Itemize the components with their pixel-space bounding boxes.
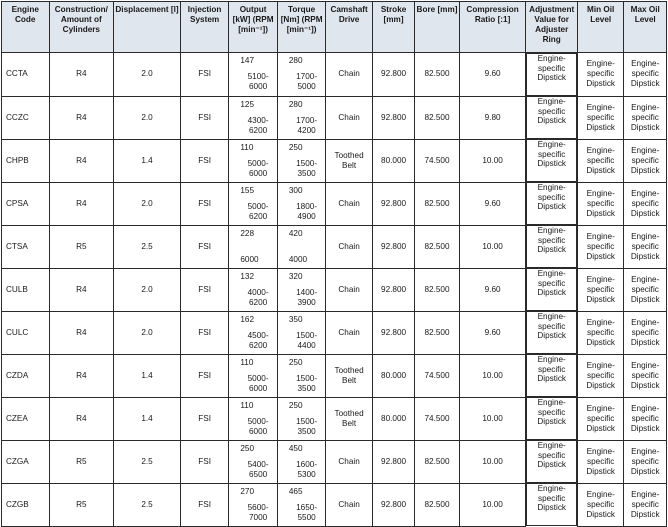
torque-value: 465	[288, 486, 303, 496]
max-oil-level: Engine-specific Dipstick	[624, 182, 667, 225]
max-oil-level: Engine-specific Dipstick	[624, 96, 667, 139]
compression-ratio: 9.60	[459, 268, 526, 311]
injection-system: FSI	[180, 139, 229, 182]
header-adjustment: Adjustment Value for Adjuster Ring	[526, 2, 578, 53]
engine-code: CZGB	[2, 483, 50, 526]
table-row	[2, 354, 667, 397]
torque-value: 320	[288, 271, 303, 281]
header-bore: Bore [mm]	[415, 2, 459, 53]
torque-rpm: 4000	[288, 254, 308, 264]
torque-value: 250	[288, 400, 303, 410]
output-rpm: 5600-7000	[247, 502, 269, 522]
torque-rpm: 1800-4900	[296, 201, 318, 221]
min-oil-level: Engine-specific Dipstick	[577, 397, 623, 440]
output	[229, 483, 278, 526]
header-compression: Compression Ratio [:1]	[459, 2, 526, 53]
displacement: 2.0	[114, 268, 181, 311]
bore: 82.500	[415, 268, 459, 311]
injection-system: FSI	[180, 354, 229, 397]
adjustment-value: Engine-specific Dipstick	[526, 440, 577, 483]
compression-ratio: 10.00	[459, 440, 526, 483]
displacement: 1.4	[114, 354, 181, 397]
engine-code: CULB	[2, 268, 50, 311]
bore: 74.500	[415, 397, 459, 440]
torque-rpm: 1700-5000	[296, 72, 318, 92]
injection-system: FSI	[180, 483, 229, 526]
injection-system: FSI	[180, 311, 229, 354]
output-rpm: 5000-6000	[247, 416, 269, 436]
torque	[277, 311, 326, 354]
torque-rpm: 1700-4200	[296, 115, 318, 135]
compression-ratio: 10.00	[459, 225, 526, 268]
bore: 82.500	[415, 225, 459, 268]
output	[229, 268, 278, 311]
displacement: 2.5	[114, 483, 181, 526]
max-oil-level: Engine-specific Dipstick	[624, 483, 667, 526]
engine-code: CZGA	[2, 440, 50, 483]
camshaft-drive: Chain	[326, 440, 372, 483]
torque	[277, 268, 326, 311]
torque-rpm: 1500-4400	[296, 330, 318, 350]
engine-code: CPSA	[2, 182, 50, 225]
torque-rpm: 1500-3500	[296, 373, 318, 393]
torque	[277, 354, 326, 397]
output-value: 132	[240, 271, 255, 281]
displacement: 2.5	[114, 225, 181, 268]
bore: 82.500	[415, 311, 459, 354]
table-row	[2, 53, 667, 97]
engine-code: CZDA	[2, 354, 50, 397]
output	[229, 225, 278, 268]
camshaft-drive: Toothed Belt	[326, 139, 372, 182]
max-oil-level: Engine-specific Dipstick	[624, 440, 667, 483]
output	[229, 354, 278, 397]
cylinders: R4	[49, 139, 114, 182]
table-row	[2, 397, 667, 440]
bore: 82.500	[415, 53, 459, 97]
camshaft-drive: Chain	[326, 182, 372, 225]
output-value: 110	[240, 142, 254, 152]
camshaft-drive: Chain	[326, 311, 372, 354]
table-row	[2, 311, 667, 354]
min-oil-level: Engine-specific Dipstick	[577, 182, 623, 225]
table-row	[2, 182, 667, 225]
torque	[277, 397, 326, 440]
output-value: 110	[240, 400, 254, 410]
torque	[277, 440, 326, 483]
compression-ratio: 10.00	[459, 354, 526, 397]
cylinders: R4	[49, 311, 114, 354]
adjustment-value: Engine-specific Dipstick	[526, 225, 577, 268]
max-oil-level: Engine-specific Dipstick	[624, 311, 667, 354]
torque	[277, 53, 326, 97]
table-row	[2, 139, 667, 182]
adjustment-value: Engine-specific Dipstick	[526, 96, 577, 139]
cylinders: R4	[49, 96, 114, 139]
adjustment-value: Engine-specific Dipstick	[526, 483, 577, 526]
output	[229, 397, 278, 440]
output-value: 228	[240, 228, 255, 238]
torque-value: 280	[288, 56, 303, 66]
displacement: 2.0	[114, 311, 181, 354]
torque-value: 450	[288, 443, 303, 453]
stroke: 92.800	[372, 182, 414, 225]
engine-data-table	[1, 1, 667, 527]
injection-system: FSI	[180, 53, 229, 97]
camshaft-drive: Toothed Belt	[326, 354, 372, 397]
injection-system: FSI	[180, 440, 229, 483]
output-value: 147	[240, 56, 255, 66]
camshaft-drive: Chain	[326, 53, 372, 97]
header-min-oil: Min Oil Level	[577, 2, 623, 53]
bore: 82.500	[415, 182, 459, 225]
min-oil-level: Engine-specific Dipstick	[577, 268, 623, 311]
output-rpm: 4500-6200	[247, 330, 269, 350]
torque-value: 350	[288, 314, 303, 324]
displacement: 2.0	[114, 96, 181, 139]
engine-code: CCTA	[2, 53, 50, 97]
torque	[277, 483, 326, 526]
displacement: 2.0	[114, 182, 181, 225]
stroke: 92.800	[372, 225, 414, 268]
min-oil-level: Engine-specific Dipstick	[577, 440, 623, 483]
torque-rpm: 1500-3500	[296, 416, 318, 436]
cylinders: R5	[49, 440, 114, 483]
compression-ratio: 9.60	[459, 182, 526, 225]
adjustment-value: Engine-specific Dipstick	[526, 311, 577, 354]
camshaft-drive: Chain	[326, 268, 372, 311]
output	[229, 311, 278, 354]
torque-rpm: 1600-5300	[296, 459, 318, 479]
injection-system: FSI	[180, 225, 229, 268]
adjustment-value: Engine-specific Dipstick	[526, 268, 577, 311]
output	[229, 182, 278, 225]
max-oil-level: Engine-specific Dipstick	[624, 268, 667, 311]
output-value: 162	[240, 314, 255, 324]
bore: 82.500	[415, 483, 459, 526]
torque-value: 300	[288, 185, 303, 195]
output-rpm: 5100-6000	[247, 72, 269, 92]
cylinders: R5	[49, 483, 114, 526]
output	[229, 53, 278, 97]
output-value: 155	[240, 185, 255, 195]
displacement: 1.4	[114, 139, 181, 182]
injection-system: FSI	[180, 397, 229, 440]
header-engine-code: Engine Code	[2, 2, 50, 53]
table-row	[2, 225, 667, 268]
adjustment-value: Engine-specific Dipstick	[526, 354, 577, 397]
injection-system: FSI	[180, 268, 229, 311]
header-construction: Construction/ Amount of Cylinders	[49, 2, 114, 53]
displacement: 2.0	[114, 53, 181, 97]
compression-ratio: 10.00	[459, 483, 526, 526]
stroke: 92.800	[372, 268, 414, 311]
max-oil-level: Engine-specific Dipstick	[624, 53, 667, 97]
camshaft-drive: Toothed Belt	[326, 397, 372, 440]
torque-rpm: 1400-3900	[296, 287, 318, 307]
cylinders: R4	[49, 53, 114, 97]
header-injection: Injection System	[180, 2, 229, 53]
adjustment-value: Engine-specific Dipstick	[526, 397, 577, 440]
header-camshaft: Camshaft Drive	[326, 2, 372, 53]
bore: 82.500	[415, 96, 459, 139]
torque-value: 420	[288, 228, 303, 238]
min-oil-level: Engine-specific Dipstick	[577, 53, 623, 97]
stroke: 80.000	[372, 139, 414, 182]
bore: 74.500	[415, 139, 459, 182]
min-oil-level: Engine-specific Dipstick	[577, 483, 623, 526]
adjustment-value: Engine-specific Dipstick	[526, 139, 577, 182]
torque-value: 250	[288, 357, 303, 367]
output-rpm: 5000-6000	[247, 373, 269, 393]
header-torque: Torque [Nm] (RPM [min⁻¹])	[277, 2, 326, 53]
stroke: 80.000	[372, 354, 414, 397]
table-row	[2, 440, 667, 483]
output-rpm: 6000	[240, 254, 259, 264]
header-max-oil: Max Oil Level	[624, 2, 667, 53]
cylinders: R4	[49, 268, 114, 311]
header-stroke: Stroke [mm]	[372, 2, 414, 53]
torque-rpm: 1500-3500	[296, 158, 318, 178]
displacement: 2.5	[114, 440, 181, 483]
cylinders: R4	[49, 182, 114, 225]
compression-ratio: 9.60	[459, 53, 526, 97]
camshaft-drive: Chain	[326, 96, 372, 139]
output-value: 270	[240, 486, 255, 496]
compression-ratio: 9.80	[459, 96, 526, 139]
torque-value: 250	[288, 142, 303, 152]
compression-ratio: 9.60	[459, 311, 526, 354]
max-oil-level: Engine-specific Dipstick	[624, 397, 667, 440]
output-value: 125	[240, 99, 255, 109]
bore: 74.500	[415, 354, 459, 397]
camshaft-drive: Chain	[326, 225, 372, 268]
output-value: 250	[240, 443, 255, 453]
engine-code: CCZC	[2, 96, 50, 139]
header-output: Output [kW] (RPM [min⁻¹])	[229, 2, 278, 53]
output	[229, 440, 278, 483]
output	[229, 96, 278, 139]
min-oil-level: Engine-specific Dipstick	[577, 311, 623, 354]
header-displacement: Displacement [l]	[114, 2, 181, 53]
output-rpm: 4000-6200	[247, 287, 269, 307]
min-oil-level: Engine-specific Dipstick	[577, 139, 623, 182]
stroke: 92.800	[372, 96, 414, 139]
engine-code: CTSA	[2, 225, 50, 268]
output-rpm: 5000-6200	[247, 201, 269, 221]
stroke: 92.800	[372, 311, 414, 354]
engine-code: CZEA	[2, 397, 50, 440]
header-row	[2, 2, 667, 53]
output-value: 110	[240, 357, 254, 367]
torque	[277, 139, 326, 182]
output	[229, 139, 278, 182]
stroke: 92.800	[372, 440, 414, 483]
max-oil-level: Engine-specific Dipstick	[624, 354, 667, 397]
table-row	[2, 96, 667, 139]
table-row	[2, 268, 667, 311]
injection-system: FSI	[180, 182, 229, 225]
min-oil-level: Engine-specific Dipstick	[577, 354, 623, 397]
torque	[277, 182, 326, 225]
output-rpm: 4300-6200	[247, 115, 269, 135]
stroke: 92.800	[372, 483, 414, 526]
compression-ratio: 10.00	[459, 397, 526, 440]
output-rpm: 5400-6500	[247, 459, 269, 479]
output-rpm: 5000-6000	[247, 158, 269, 178]
stroke: 80.000	[372, 397, 414, 440]
max-oil-level: Engine-specific Dipstick	[624, 225, 667, 268]
cylinders: R5	[49, 225, 114, 268]
stroke: 92.800	[372, 53, 414, 97]
min-oil-level: Engine-specific Dipstick	[577, 96, 623, 139]
torque	[277, 96, 326, 139]
displacement: 1.4	[114, 397, 181, 440]
camshaft-drive: Chain	[326, 483, 372, 526]
torque	[277, 225, 326, 268]
cylinders: R4	[49, 354, 114, 397]
torque-value: 280	[288, 99, 303, 109]
engine-code: CULC	[2, 311, 50, 354]
injection-system: FSI	[180, 96, 229, 139]
bore: 82.500	[415, 440, 459, 483]
engine-code: CHPB	[2, 139, 50, 182]
adjustment-value: Engine-specific Dipstick	[526, 182, 577, 225]
table-row	[2, 483, 667, 526]
torque-rpm: 1650-5500	[296, 502, 318, 522]
adjustment-value: Engine-specific Dipstick	[526, 53, 577, 96]
cylinders: R4	[49, 397, 114, 440]
max-oil-level: Engine-specific Dipstick	[624, 139, 667, 182]
compression-ratio: 10.00	[459, 139, 526, 182]
min-oil-level: Engine-specific Dipstick	[577, 225, 623, 268]
